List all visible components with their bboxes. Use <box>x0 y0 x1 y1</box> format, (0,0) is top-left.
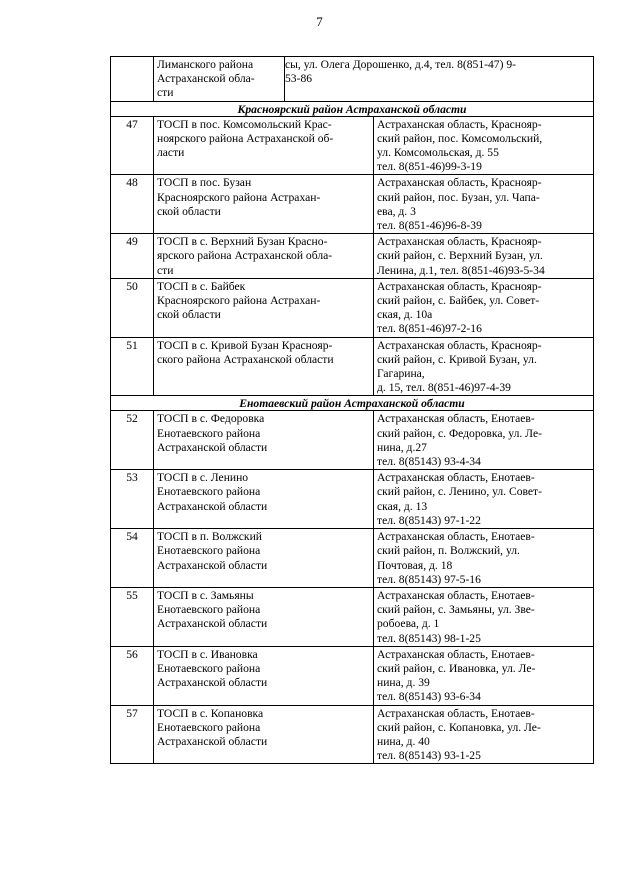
address-line: ская, д. 13 <box>377 499 428 513</box>
address-line: Астраханская область, Краснояр- <box>377 117 542 131</box>
address-line: Астраханская область, Краснояр- <box>377 338 542 352</box>
row-number: 57 <box>111 705 154 764</box>
address-line: тел. 8(85143) 93-4-34 <box>377 455 481 469</box>
address-cell <box>374 116 594 175</box>
address-line: ский район, с. Замьяны, ул. Зве- <box>377 603 535 617</box>
address-cell <box>374 529 594 588</box>
address-cell <box>374 175 594 234</box>
branch-name-line: ТОСП в с. Ивановка <box>157 647 258 661</box>
branch-name-line: Енотаевского района <box>157 485 261 499</box>
branch-name-line: Астраханской области <box>157 440 268 454</box>
address-line: Астраханская область, Енотаев- <box>377 530 535 544</box>
address-line: ская, д. 10а <box>377 308 433 322</box>
address-cell <box>374 470 594 529</box>
table-row <box>111 646 594 705</box>
region-header-row <box>111 101 594 116</box>
table-row <box>111 411 594 470</box>
row-number: 49 <box>111 234 154 279</box>
branch-name-cell <box>154 646 374 705</box>
table-row <box>111 470 594 529</box>
address-line: тел. 8(851-46)97-2-16 <box>377 322 482 336</box>
address-cell <box>281 58 516 101</box>
branch-name-line: Енотаевского района <box>157 603 261 617</box>
address-line: ева, д. 3 <box>377 204 416 218</box>
address-line: ул. Комсомольская, д. 55 <box>377 146 499 160</box>
address-line: Астраханская область, Енотаев- <box>377 412 535 426</box>
region-title: Енотаевский район Астраханской области <box>111 396 594 411</box>
address-cell <box>374 278 594 337</box>
table-row <box>111 587 594 646</box>
name-line: Лиманского района <box>157 58 254 71</box>
branch-name-line: ТОСП в с. Копановка <box>157 706 264 720</box>
address-line: тел. 8(85143) 97-1-22 <box>377 513 481 527</box>
branch-name-line: Енотаевского района <box>157 720 261 734</box>
row-number: 53 <box>111 470 154 529</box>
branch-table <box>110 56 594 764</box>
branch-name-line: ского района Астраханской области <box>157 352 334 366</box>
address-line: нина, д. 40 <box>377 734 430 748</box>
address-line: ский район, с. Верхний Бузан, ул. <box>377 249 543 263</box>
address-line: Астраханская область, Енотаев- <box>377 588 535 602</box>
address-line: тел. 8(85143) 98-1-25 <box>377 631 481 645</box>
row-number: 48 <box>111 175 154 234</box>
branch-name-line: ТОСП в с. Федоровка <box>157 412 265 426</box>
continued-row-divider <box>284 57 285 102</box>
address-line: нина, д.27 <box>377 440 427 454</box>
address-line: ский район, пос. Комсомольский, <box>377 131 543 145</box>
address-line: Ленина, д.1, тел. 8(851-46)93-5-34 <box>377 263 545 277</box>
branch-name-cell <box>154 529 374 588</box>
address-line: ский район, с. Ленино, ул. Совет- <box>377 485 542 499</box>
address-line: ский район, с. Байбек, ул. Совет- <box>377 294 540 308</box>
row-number: 50 <box>111 278 154 337</box>
address-cell <box>374 646 594 705</box>
address-line: ский район, с. Ивановка, ул. Ле- <box>377 661 536 675</box>
table-row <box>111 116 594 175</box>
page-number: 7 <box>316 14 323 29</box>
address-line: тел. 8(85143) 97-5-16 <box>377 572 481 586</box>
address-line: Гагарина, <box>377 367 425 381</box>
name-line: сти <box>157 86 174 100</box>
branch-name-cell <box>154 470 374 529</box>
row-number: 54 <box>111 529 154 588</box>
branch-name-line: Астраханской области <box>157 734 268 748</box>
branch-name-line: Енотаевского района <box>157 544 261 558</box>
branch-name-line: Астраханской области <box>157 499 268 513</box>
table-body <box>111 57 594 764</box>
address-cell <box>374 587 594 646</box>
table-row <box>111 175 594 234</box>
address-line: ский район, п. Волжский, ул. <box>377 544 520 558</box>
branch-name-cell <box>154 278 374 337</box>
branch-name-line: Астраханской области <box>157 558 268 572</box>
address-line: Астраханская область, Краснояр- <box>377 235 542 249</box>
address-line: нина, д. 39 <box>377 676 430 690</box>
name-line: Астраханской обла- <box>157 72 255 86</box>
branch-name-cell <box>154 116 374 175</box>
table-row <box>111 278 594 337</box>
branch-name-line: ноярского района Астраханской об- <box>157 131 334 145</box>
table-row <box>111 234 594 279</box>
address-line: Астраханская область, Краснояр- <box>377 176 542 190</box>
branch-name-cell <box>154 337 374 396</box>
branch-name-cell <box>154 705 374 764</box>
branch-name-cell <box>154 411 374 470</box>
branch-name-line: ТОСП в с. Кривой Бузан Краснояр- <box>157 338 333 352</box>
address-line: д. 15, тел. 8(851-46)97-4-39 <box>377 381 511 395</box>
table-row <box>111 705 594 764</box>
branch-name-line: Астраханской области <box>157 617 268 631</box>
continued-row-cell <box>154 57 594 102</box>
address-cell <box>374 705 594 764</box>
branch-name-line: ТОСП в с. Байбек <box>157 279 246 293</box>
region-title: Красноярский район Астраханской области <box>111 101 594 116</box>
branch-name-line: ТОСП в п. Волжский <box>157 530 262 544</box>
table-row <box>111 337 594 396</box>
branch-name-cell <box>154 587 374 646</box>
address-line: ский район, с. Копановка, ул. Ле- <box>377 720 541 734</box>
branch-name-line: ТОСП в пос. Комсомольский Крас- <box>157 117 332 131</box>
branch-name-line: Енотаевского района <box>157 426 261 440</box>
branch-name-line: Красноярского района Астрахан- <box>157 190 321 204</box>
address-line: Астраханская область, Краснояр- <box>377 279 542 293</box>
branch-name-line: Астраханской области <box>157 676 268 690</box>
row-number: 56 <box>111 646 154 705</box>
branch-name-line: ТОСП в с. Ленино <box>157 471 249 485</box>
table-row <box>111 529 594 588</box>
address-cell <box>374 234 594 279</box>
address-line: ский район, с. Федоровка, ул. Ле- <box>377 426 542 440</box>
row-number: 55 <box>111 587 154 646</box>
branch-name-line: ТОСП в с. Замьяны <box>157 588 254 602</box>
branch-name-line: Енотаевского района <box>157 661 261 675</box>
address-cell <box>374 411 594 470</box>
address-line: Астраханская область, Енотаев- <box>377 647 535 661</box>
address-line: робоева, д. 1 <box>377 617 440 631</box>
row-number: 51 <box>111 337 154 396</box>
branch-name-line: ТОСП в с. Верхний Бузан Красно- <box>157 235 328 249</box>
branch-name-line: ярского района Астраханской обла- <box>157 249 333 263</box>
address-line: Астраханская область, Енотаев- <box>377 471 535 485</box>
branch-name-line: Красноярского района Астрахан- <box>157 294 321 308</box>
address-line: Астраханская область, Енотаев- <box>377 706 535 720</box>
branch-name-line: ТОСП в пос. Бузан <box>157 176 252 190</box>
branch-name-line: ской области <box>157 204 221 218</box>
address-line: ский район, с. Кривой Бузан, ул. <box>377 352 537 366</box>
branch-name-line: ской области <box>157 308 221 322</box>
address-line: 53-86 <box>285 72 313 86</box>
branch-name-cell <box>154 175 374 234</box>
address-line: тел. 8(85143) 93-6-34 <box>377 690 481 704</box>
address-cell <box>374 337 594 396</box>
address-line: ский район, пос. Бузан, ул. Чапа- <box>377 190 540 204</box>
branch-name-line: ласти <box>157 146 185 160</box>
region-header-row <box>111 396 594 411</box>
branch-name-line: сти <box>157 263 174 277</box>
row-number-cell <box>111 57 154 102</box>
branch-name-cell <box>154 234 374 279</box>
address-line: сы, ул. Олега Дорошенко, д.4, тел. 8(851-47) 9- <box>285 58 517 71</box>
row-number: 47 <box>111 116 154 175</box>
table-row-continued <box>111 57 594 102</box>
address-line: Почтовая, д. 18 <box>377 558 453 572</box>
address-line: тел. 8(851-46)96-8-39 <box>377 219 482 233</box>
row-number: 52 <box>111 411 154 470</box>
address-line: тел. 8(85143) 93-1-25 <box>377 749 481 763</box>
name-cell <box>157 58 281 101</box>
address-line: тел. 8(851-46)99-3-19 <box>377 160 482 174</box>
